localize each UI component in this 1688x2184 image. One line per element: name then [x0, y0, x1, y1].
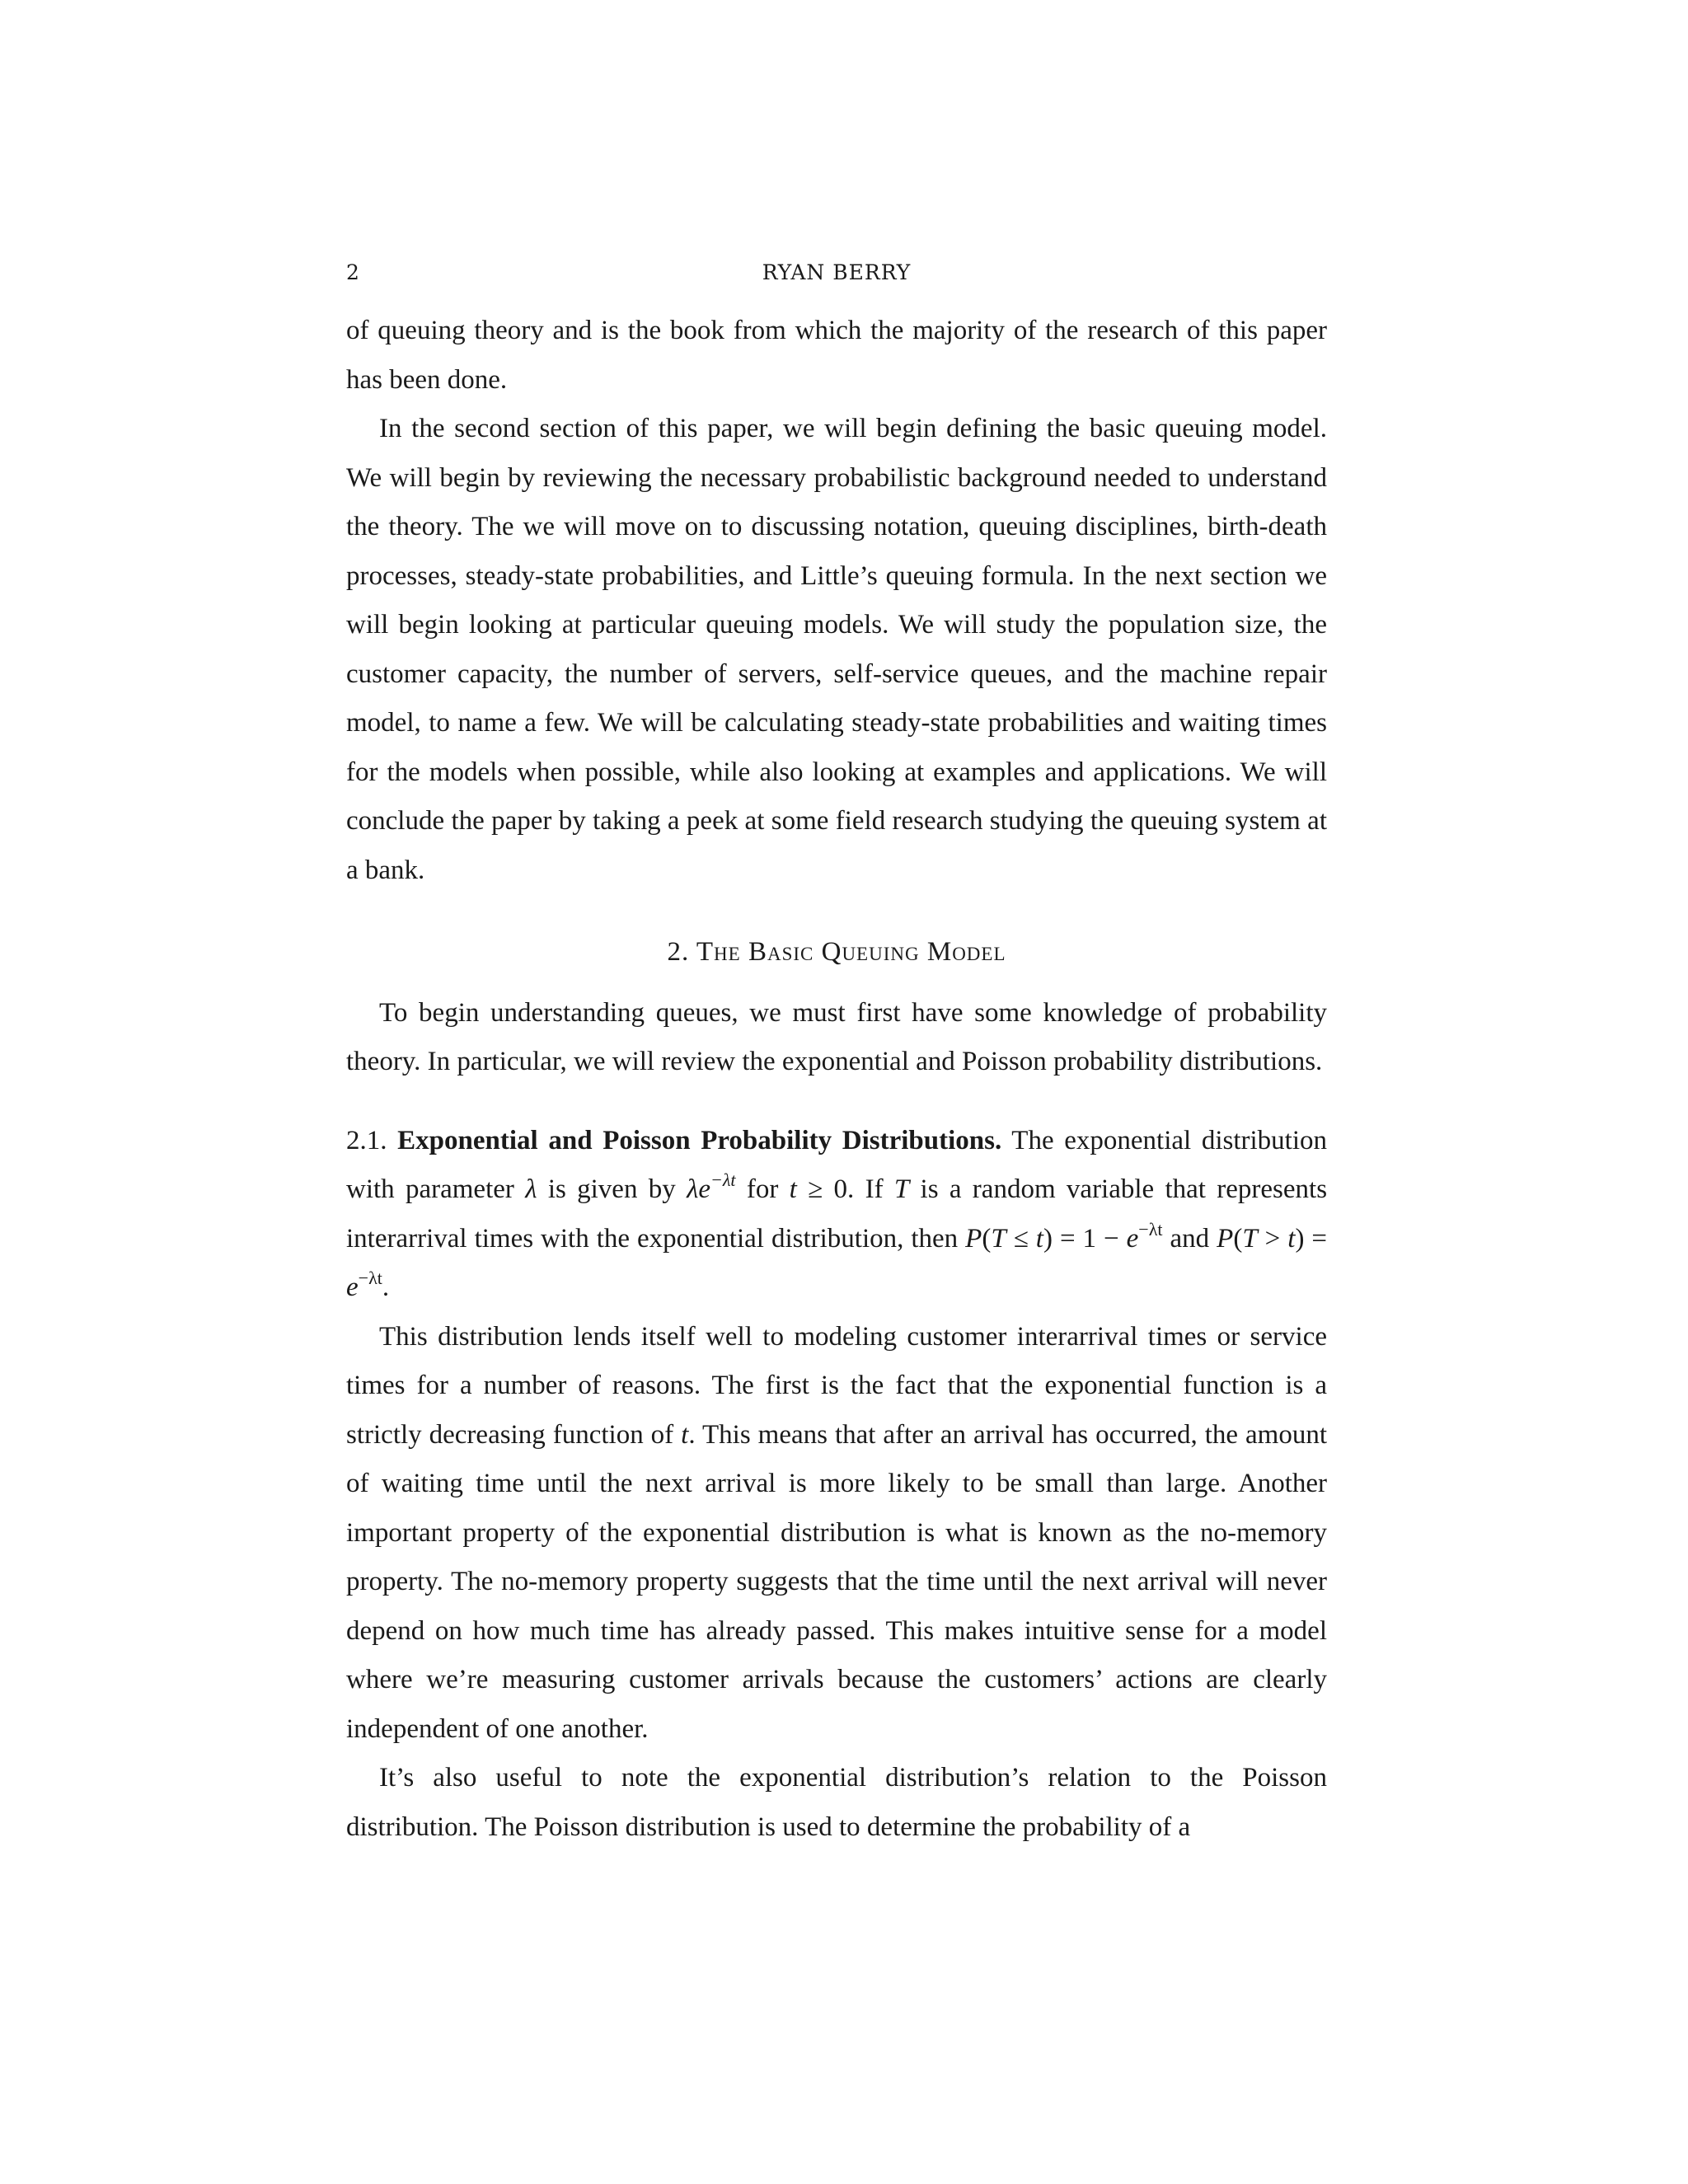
paper-page	[346, 260, 1327, 1852]
subsection-2-1-paragraph-2: This distribution lends itself well to modeling customer interarrival times or service times for a number of reasons. The first is the fact that the exponential function is a strictly decreasing function of t. This means that after an arrival has occurred, the amount of waiting time until the next arrival is more likely to be small than large. Another important property of the exponential distribution is what is known as the no-memory property. The no-memory property suggests that the time until the next arrival will never depend on how much time has already passed. This makes intuitive sense for a model where we’re measuring customer arrivals because the customers’ actions are clearly independent of one another.	[346, 1321, 1328, 1744]
subsection-number: 2.1.	[346, 1125, 387, 1155]
running-head-author: RYAN BERRY	[762, 260, 912, 284]
subsection-text-c: for	[746, 1174, 779, 1204]
subsection-text-f: and	[1170, 1223, 1210, 1254]
subsection-2-1-paragraph-3: It’s also useful to note the exponential distribution’s relation to the Poisson distribution. The Poisson distribution is used to determine the probability of a	[346, 1763, 1327, 1842]
math-cdf: $P(T \le t) = 1 - e^{-\lambda t}$	[965, 1218, 1163, 1254]
section-title	[346, 928, 1327, 977]
paragraph-2-text-b: This means that after an arrival has occurred, the amount of waiting time until the next arrival is more likely to be small than large. Another important property of the exponential distribution is what is known as the no-memory property. The no-memory property suggests that the time until the next arrival will never depend on how much time has already passed. This makes intuitive sense for a model where we’re measuring customer arrivals because the customers’ actions are clearly independent of one another.	[346, 1419, 1328, 1744]
math-T: T	[893, 1174, 910, 1204]
math-t: t	[681, 1419, 689, 1450]
math-survival: $P(T > t) = e^{-\lambda t}$.	[346, 1223, 1328, 1302]
intro-paragraph-2: In the second section of this paper, we will begin defining the basic queuing model. We will begin by reviewing the necessary probabilistic background needed to understand the theory. The we will move on to discussing notation, queuing disciplines, birth-death processes, steady-state probabilities, and Little’s queuing formula. In the next section we will begin looking at particular queuing models. We will study the population size, the customer capacity, the number of servers, self-service queues, and the machine repair model, to name a few. We will be calculating steady-state probabilities and waiting times for the models when possible, while also looking at examples and applications. We will conclude the paper by taking a peek at some field research studying the queuing system at a bank.	[346, 414, 1327, 885]
subsection-text-b: is given by	[547, 1174, 676, 1204]
subsection-text-d: If	[865, 1174, 884, 1204]
subsection-title: Exponential and Poisson Probability Distributions.	[397, 1125, 1002, 1155]
paragraph-2-text-a: This distribution lends itself well to modeling customer interarrival times or service times for a number of reasons. The first is the fact that the exponential function is a strictly decreasing function of	[346, 1321, 1327, 1450]
section-title-text: 2. The Basic Queuing Model	[667, 937, 1006, 967]
page-number: 2	[346, 260, 360, 284]
math-t-condition: t	[789, 1174, 797, 1204]
intro-paragraph-1: of queuing theory and is the book from which the majority of the research of this paper has been done.	[346, 316, 1327, 395]
subsection-text-a: The exponential distribution with parameter	[346, 1125, 1328, 1204]
running-head	[346, 260, 1327, 288]
section2-paragraph-1: To begin understanding queues, we must first have some knowledge of probability theory. In particular, we will review the exponential and Poisson probability distributions.	[346, 997, 1327, 1076]
math-density: $\lambda e^{-\lambda t}$	[687, 1169, 736, 1204]
subsection-2-1-paragraph-1: 2.1. Exponential and Poisson Probability Distributions. The exponential distribution with parameter λ is given by $\lambda e^{-\lambda t}$ for t ≥ 0. If T is a random variable that represents interarrival times with the exponential distribution, then $P(T \le t) = 1 - e^{-\lambda t}$ and $P(T > t) = e^{-\lambda t}$.	[346, 1125, 1328, 1302]
math-lambda: λ	[525, 1174, 537, 1204]
subsection-text-e: is a random variable that represents interarrival times with the exponential distribution, then	[346, 1174, 1328, 1254]
body-text	[346, 307, 1327, 1852]
